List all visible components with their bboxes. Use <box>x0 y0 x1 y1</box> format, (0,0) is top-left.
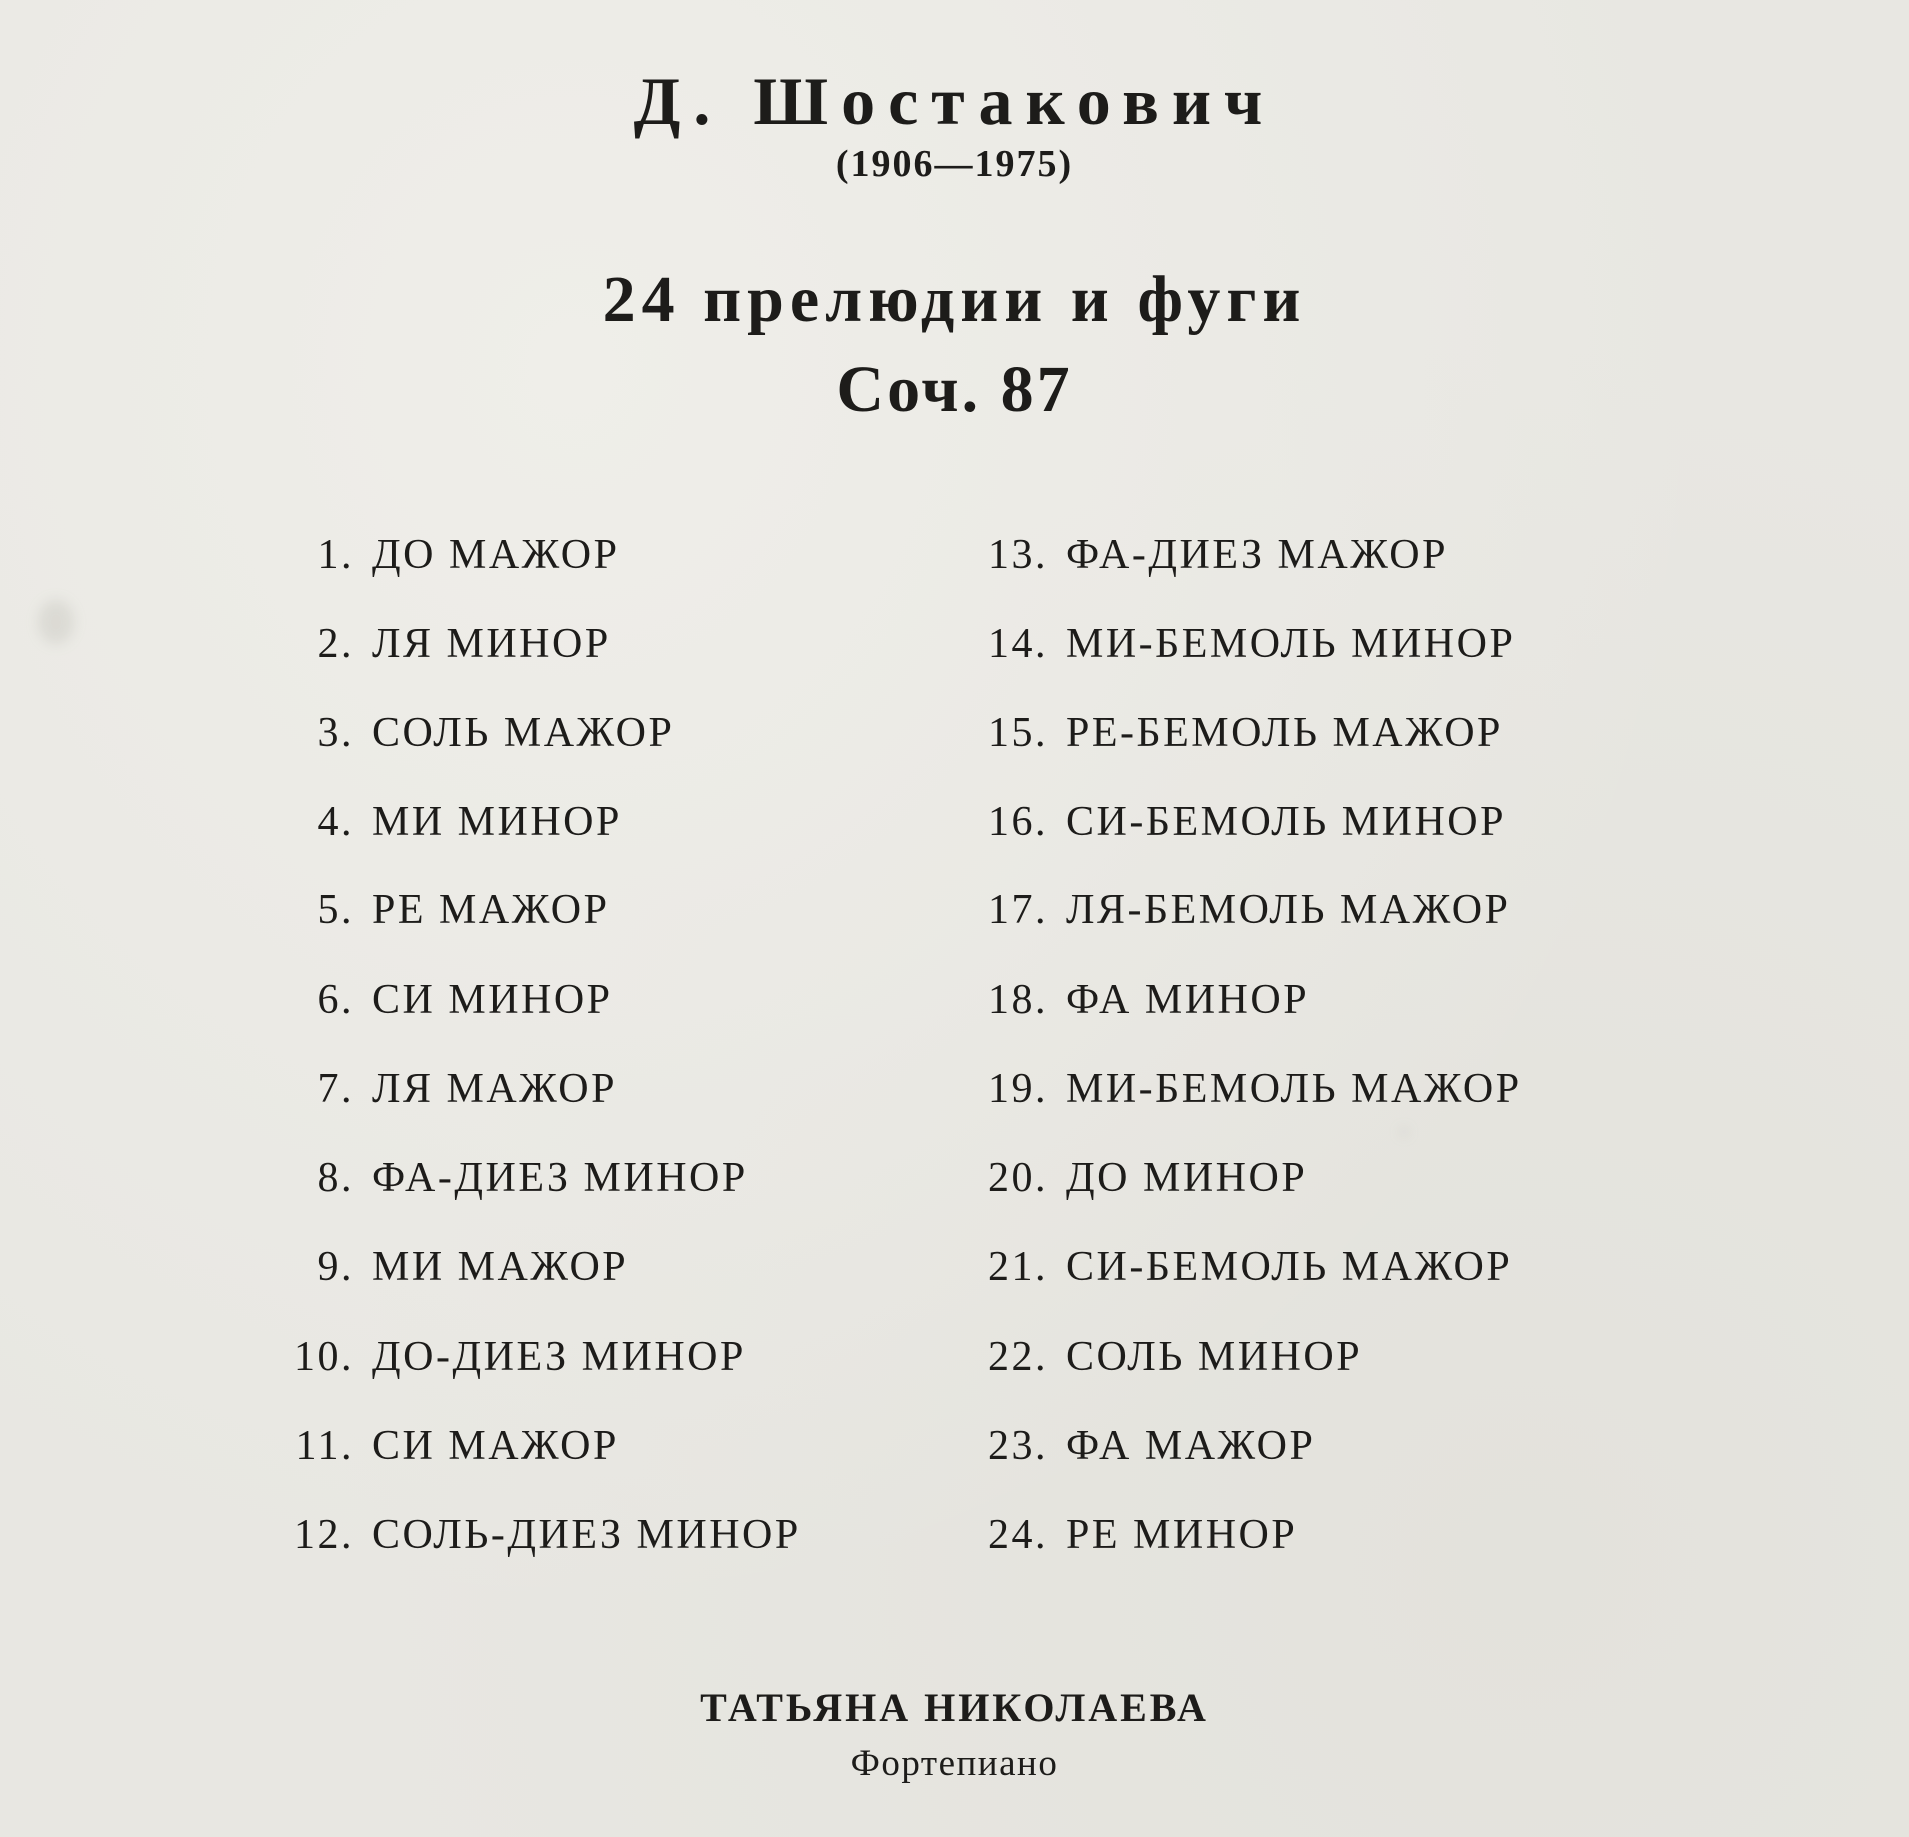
track-key: ФА-ДИЕЗ МИНОР <box>372 1155 748 1201</box>
track-key: РЕ МАЖОР <box>372 887 610 933</box>
track-number: 22. <box>988 1334 1048 1380</box>
track-row <box>242 614 611 674</box>
track-key: МИ-БЕМОЛЬ МИНОР <box>1066 621 1516 667</box>
track-key: СИ МАЖОР <box>372 1423 619 1469</box>
track-row <box>920 614 1515 674</box>
track-number: 5. <box>317 887 354 933</box>
track-key: ФА МАЖОР <box>1066 1423 1316 1469</box>
track-number: 23. <box>988 1423 1048 1469</box>
track-row <box>242 792 622 852</box>
track-number: 24. <box>988 1512 1048 1558</box>
track-number: 18. <box>988 977 1048 1023</box>
track-number: 12. <box>294 1512 354 1558</box>
track-row <box>920 880 1510 940</box>
track-number: 20. <box>988 1155 1048 1201</box>
track-row <box>920 1237 1512 1297</box>
track-key: ЛЯ-БЕМОЛЬ МАЖОР <box>1066 887 1511 933</box>
track-number: 9. <box>317 1244 354 1290</box>
track-key: СОЛЬ МИНОР <box>1066 1334 1363 1380</box>
track-row <box>920 1505 1297 1565</box>
track-row <box>920 1059 1522 1119</box>
track-key: СОЛЬ-ДИЕЗ МИНОР <box>372 1512 801 1558</box>
track-key: ФА-ДИЕЗ МАЖОР <box>1066 532 1448 578</box>
track-key: СИ МИНОР <box>372 977 613 1023</box>
track-row <box>242 1416 619 1476</box>
track-key: ФА МИНОР <box>1066 977 1310 1023</box>
track-row <box>920 525 1448 585</box>
track-number: 16. <box>988 799 1048 845</box>
track-row <box>242 1327 746 1387</box>
track-key: ДО МИНОР <box>1066 1155 1308 1201</box>
track-key: ДО МАЖОР <box>372 532 620 578</box>
track-number: 6. <box>317 977 354 1023</box>
instrument-label: Фортепиано <box>850 1743 1059 1784</box>
track-number: 2. <box>317 621 354 667</box>
track-key: МИ МАЖОР <box>372 1244 629 1290</box>
track-number: 14. <box>988 621 1048 667</box>
track-row <box>242 970 613 1030</box>
track-row <box>242 1237 628 1297</box>
track-number: 8. <box>317 1155 354 1201</box>
track-row <box>242 880 609 940</box>
track-key: МИ МИНОР <box>372 799 622 845</box>
track-row <box>242 1505 801 1565</box>
track-number: 19. <box>988 1066 1048 1112</box>
work-title: 24 прелюдии и фуги <box>602 263 1307 336</box>
opus-number: Соч. 87 <box>836 353 1073 426</box>
track-number: 13. <box>988 532 1048 578</box>
track-key: ЛЯ МИНОР <box>372 621 611 667</box>
track-number: 11. <box>295 1423 354 1469</box>
track-row <box>920 970 1309 1030</box>
track-number: 4. <box>317 799 354 845</box>
track-number: 7. <box>317 1066 354 1112</box>
composer-dates: (1906—1975) <box>835 143 1074 185</box>
track-row <box>920 1148 1307 1208</box>
track-row <box>242 1148 748 1208</box>
track-row <box>242 1059 617 1119</box>
track-key: ДО-ДИЕЗ МИНОР <box>372 1334 746 1380</box>
track-key: СИ-БЕМОЛЬ МАЖОР <box>1066 1244 1513 1290</box>
track-row <box>920 1327 1362 1387</box>
track-key: РЕ-БЕМОЛЬ МАЖОР <box>1066 710 1503 756</box>
track-row <box>920 1416 1315 1476</box>
track-key: РЕ МИНОР <box>1066 1512 1298 1558</box>
track-number: 3. <box>317 710 354 756</box>
track-key: СОЛЬ МАЖОР <box>372 710 675 756</box>
track-key: МИ-БЕМОЛЬ МАЖОР <box>1066 1066 1522 1112</box>
track-key: СИ-БЕМОЛЬ МИНОР <box>1066 799 1506 845</box>
track-number: 1. <box>317 532 354 578</box>
composer-name: Д. Шостакович <box>633 63 1276 139</box>
track-number: 15. <box>988 710 1048 756</box>
performer-name: ТАТЬЯНА НИКОЛАЕВА <box>700 1685 1209 1730</box>
track-row <box>920 792 1506 852</box>
track-number: 10. <box>294 1334 354 1380</box>
track-row <box>242 703 674 763</box>
track-row <box>242 525 619 585</box>
track-row <box>920 703 1503 763</box>
track-number: 17. <box>988 887 1048 933</box>
paper-stain <box>38 600 74 644</box>
track-number: 21. <box>988 1244 1048 1290</box>
track-key: ЛЯ МАЖОР <box>372 1066 617 1112</box>
paper-stain <box>1400 1128 1408 1136</box>
